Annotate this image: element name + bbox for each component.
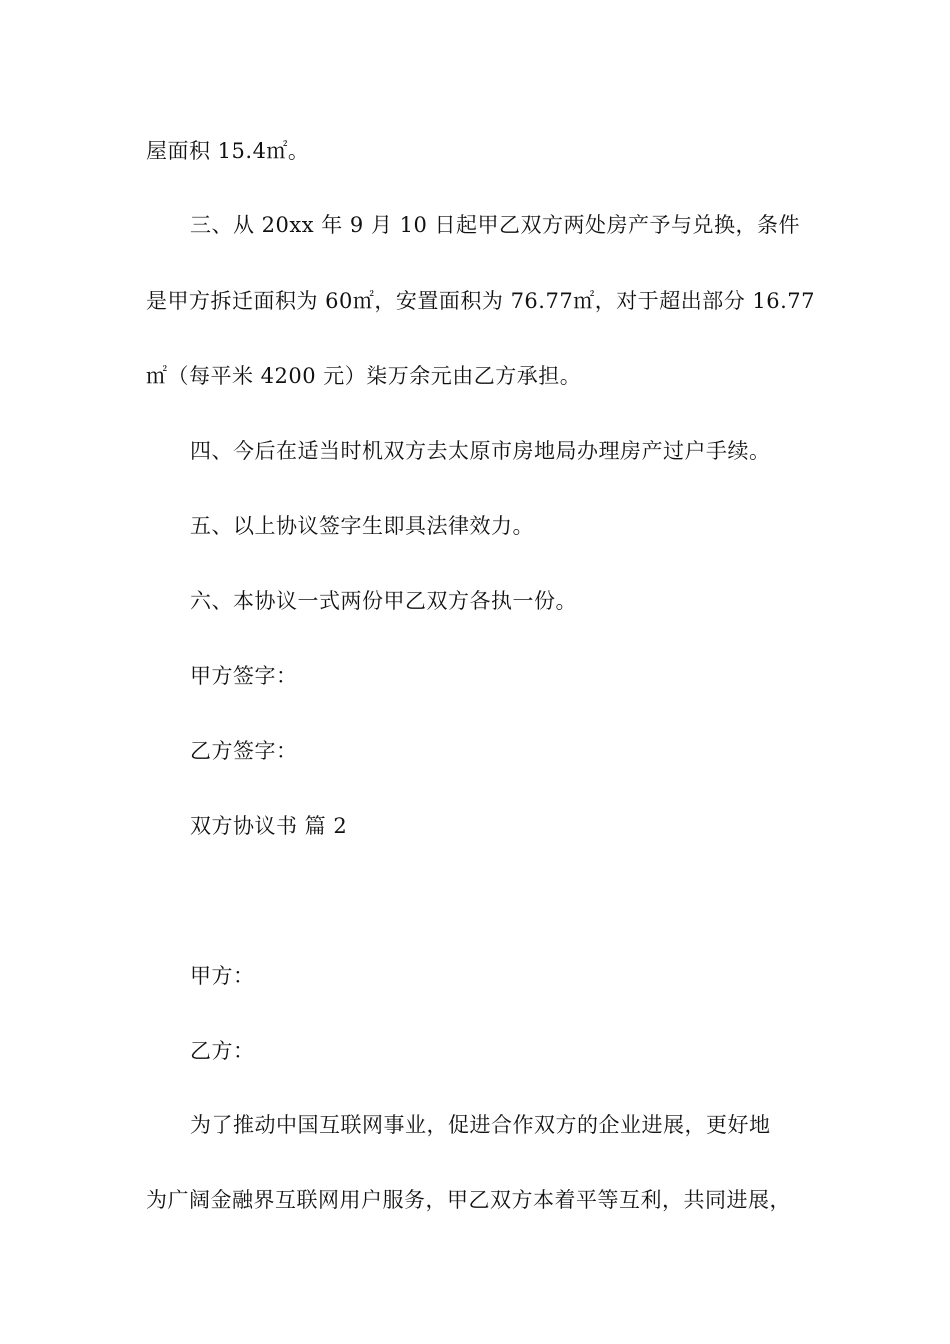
clause-three-line-1: 三、从 20xx 年 9 月 10 日起甲乙双方两处房产予与兑换，条件	[190, 213, 801, 237]
party-b-label: 乙方：	[190, 1039, 255, 1063]
intro-paragraph-line-1: 为了推动中国互联网事业，促进合作双方的企业进展，更好地	[190, 1113, 771, 1137]
party-a-label: 甲方：	[190, 964, 255, 988]
intro-paragraph-line-2: 为广阔金融界互联网用户服务，甲乙双方本着平等互利，共同进展，	[146, 1188, 791, 1212]
clause-four: 四、今后在适当时机双方去太原市房地局办理房产过户手续。	[190, 439, 771, 463]
clause-three-line-2: 是甲方拆迁面积为 60㎡，安置面积为 76.77㎡，对于超出部分 16.77	[146, 289, 815, 313]
clause-three-line-3: ㎡（每平米 4200 元）柒万余元由乙方承担。	[146, 364, 582, 388]
party-a-signature-label: 甲方签字：	[190, 664, 298, 688]
clause-five: 五、以上协议签字生即具法律效力。	[190, 514, 534, 538]
clause-six: 六、本协议一式两份甲乙双方各执一份。	[190, 589, 577, 613]
party-b-signature-label: 乙方签字：	[190, 739, 298, 763]
section-heading: 双方协议书 篇 2	[190, 814, 348, 838]
paragraph-line: 屋面积 15.4㎡。	[146, 139, 310, 163]
